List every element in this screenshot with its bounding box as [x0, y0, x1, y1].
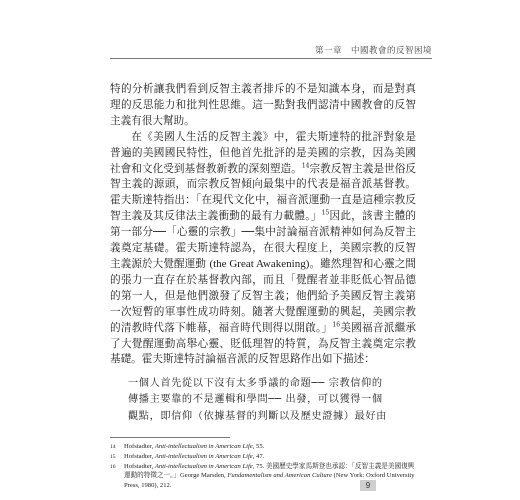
paragraph-2: [110, 130, 416, 369]
footnote-ref-15[interactable]: 15: [321, 209, 330, 217]
footnote-author: Hofstadter,: [124, 453, 155, 460]
block-quote: [128, 376, 424, 425]
footnote-rule: [110, 437, 230, 438]
footnote-author: Hofstadter,: [124, 463, 155, 470]
footnote-ref-14[interactable]: 14: [301, 162, 310, 169]
footnote-15: [110, 452, 416, 462]
footnote-number: 15: [110, 453, 116, 460]
footnote-rest: (New York: Oxford University Press, 1980), 212.: [124, 472, 415, 489]
great-awakening-term: (the Great Awakening): [209, 257, 310, 270]
footnote-rest: , 47.: [252, 453, 265, 460]
quote-line: 一個人首先從以下沒有太多爭議的命題── 宗教信仰的: [128, 378, 383, 389]
body-text: [110, 82, 416, 368]
page-number: 9: [360, 480, 376, 491]
footnote-title: Anti-intellectualism in American Life: [154, 453, 253, 460]
quote-line: 觀點，即信仰（依據基督的判斷以及歷史證據）最好由: [128, 410, 387, 422]
footnote-rest: , 55.: [252, 443, 265, 450]
footnote-number: 16: [110, 463, 116, 470]
paragraph-2-part-e: 美國福音派繼承了大覺醒運動高舉心靈、貶低理智的特質，為反智主義奠定宗教基礎。霍夫斯達特討論福音派的反智思路作出如下描述：: [110, 321, 417, 366]
paragraph-2-part-a: 在《美國人生活的反智主義》中，霍夫斯達特的批評對象是普遍的美國國民特性，但他首先批評的是美國的宗教，因為美國社會和文化受到基督教新教的深刻塑造。: [110, 130, 416, 175]
footnote-ref-16[interactable]: 16: [332, 321, 341, 329]
footnote-title: Anti-intellectualism in American Life: [154, 463, 253, 470]
paragraph-2-part-d: 。雖然理智和心靈之間的張力一直存在於基督教內部，而且「覺醒者並非貶低心智品德的第一人，但是他們激發了反智主義；他們給予美國反智主義第一次短暫的軍事性成功時刻。隨著大覺醒運動的興起，美國宗教的清教時代落下帷幕，福音時代則得以開啟。」: [110, 257, 417, 334]
paragraph-2-part-c: 因此，該書主體的第一部分──「心靈的宗教」──集中討論福音派精神如何為反智主義奠定基礎。霍夫斯達特認為，在很大程度上，美國宗教的反智主義源於大覺醒運動: [110, 210, 417, 270]
paragraph-1: 特的分析讓我們看到反智主義者排斥的不是知識本身，而是對真理的反思能力和批判性思維。這一點對我們認清中國教會的反智主義有很大幫助。: [110, 83, 416, 127]
header-rule: [110, 58, 432, 59]
footnote-number: 14: [110, 443, 116, 450]
quote-line: 傳播主要靠的不是邏輯和學問── 出發，可以獲得一個: [128, 394, 383, 406]
footnote-title: Anti-intellectualism in American Life: [154, 443, 253, 450]
footnote-author: Hofstadter,: [124, 443, 155, 450]
footnote-rest: , 75. 美國歷史學家馬斯登也承認：「反智主義是美國復興運動的特徵之一。」George Marsden,: [124, 463, 415, 480]
running-head: 第一章 中國教會的反智困境: [314, 46, 432, 56]
paragraph-2-part-b: 宗教反智主義是世俗反智主義的源頭，而宗教反智傾向最集中的代表是福音派基督教。霍夫斯達特指出：「在現代文化中，福音派運動一直是這種宗教反智主義及其反律法主義衝動的最有力載體。」: [110, 162, 417, 223]
footnote-14: [110, 442, 416, 452]
footnote-title: Fundamentalism and American Culture: [227, 472, 332, 480]
